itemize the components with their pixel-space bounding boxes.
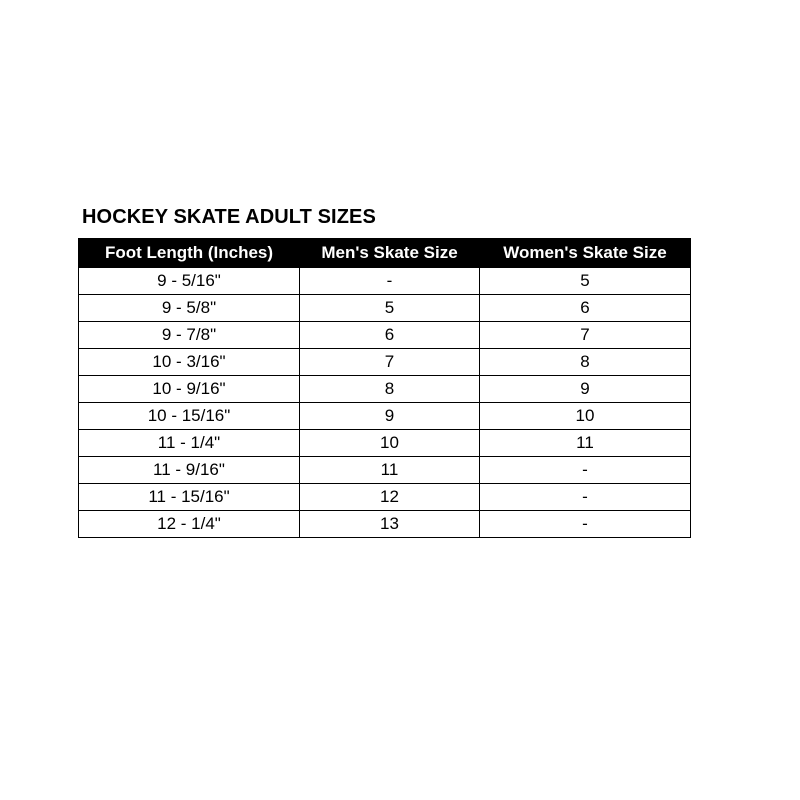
foot-length-cell: 9 - 7/8": [79, 322, 300, 349]
header-womens-size: Women's Skate Size: [480, 239, 691, 268]
foot-length-cell: 10 - 3/16": [79, 349, 300, 376]
mens-size-cell: -: [300, 268, 480, 295]
header-mens-size: Men's Skate Size: [300, 239, 480, 268]
table-row: [79, 430, 691, 457]
foot-length-cell: 10 - 9/16": [79, 376, 300, 403]
foot-length-cell: 9 - 5/8": [79, 295, 300, 322]
table-row: [79, 295, 691, 322]
header-row: [79, 239, 691, 268]
foot-length-cell: 11 - 9/16": [79, 457, 300, 484]
foot-length-cell: 12 - 1/4": [79, 511, 300, 538]
table-row: [79, 268, 691, 295]
table-row: [79, 484, 691, 511]
table-row: [79, 457, 691, 484]
table-row: [79, 403, 691, 430]
foot-length-cell: 11 - 1/4": [79, 430, 300, 457]
foot-length-cell: 10 - 15/16": [79, 403, 300, 430]
table-row: [79, 376, 691, 403]
womens-size-cell: 10: [480, 403, 691, 430]
table-title: HOCKEY SKATE ADULT SIZES: [82, 206, 376, 228]
womens-size-cell: -: [480, 457, 691, 484]
foot-length-cell: 11 - 15/16": [79, 484, 300, 511]
foot-length-cell: 9 - 5/16": [79, 268, 300, 295]
skate-size-table: [78, 238, 691, 538]
header-foot-length: Foot Length (Inches): [79, 239, 300, 268]
table-row: [79, 349, 691, 376]
mens-size-cell: 12: [300, 484, 480, 511]
table-row: [79, 511, 691, 538]
womens-size-cell: 6: [480, 295, 691, 322]
mens-size-cell: 11: [300, 457, 480, 484]
womens-size-cell: 9: [480, 376, 691, 403]
mens-size-cell: 13: [300, 511, 480, 538]
mens-size-cell: 6: [300, 322, 480, 349]
mens-size-cell: 5: [300, 295, 480, 322]
mens-size-cell: 10: [300, 430, 480, 457]
womens-size-cell: 7: [480, 322, 691, 349]
table-row: [79, 322, 691, 349]
mens-size-cell: 8: [300, 376, 480, 403]
mens-size-cell: 9: [300, 403, 480, 430]
womens-size-cell: -: [480, 511, 691, 538]
mens-size-cell: 7: [300, 349, 480, 376]
womens-size-cell: 11: [480, 430, 691, 457]
womens-size-cell: 8: [480, 349, 691, 376]
womens-size-cell: -: [480, 484, 691, 511]
womens-size-cell: 5: [480, 268, 691, 295]
